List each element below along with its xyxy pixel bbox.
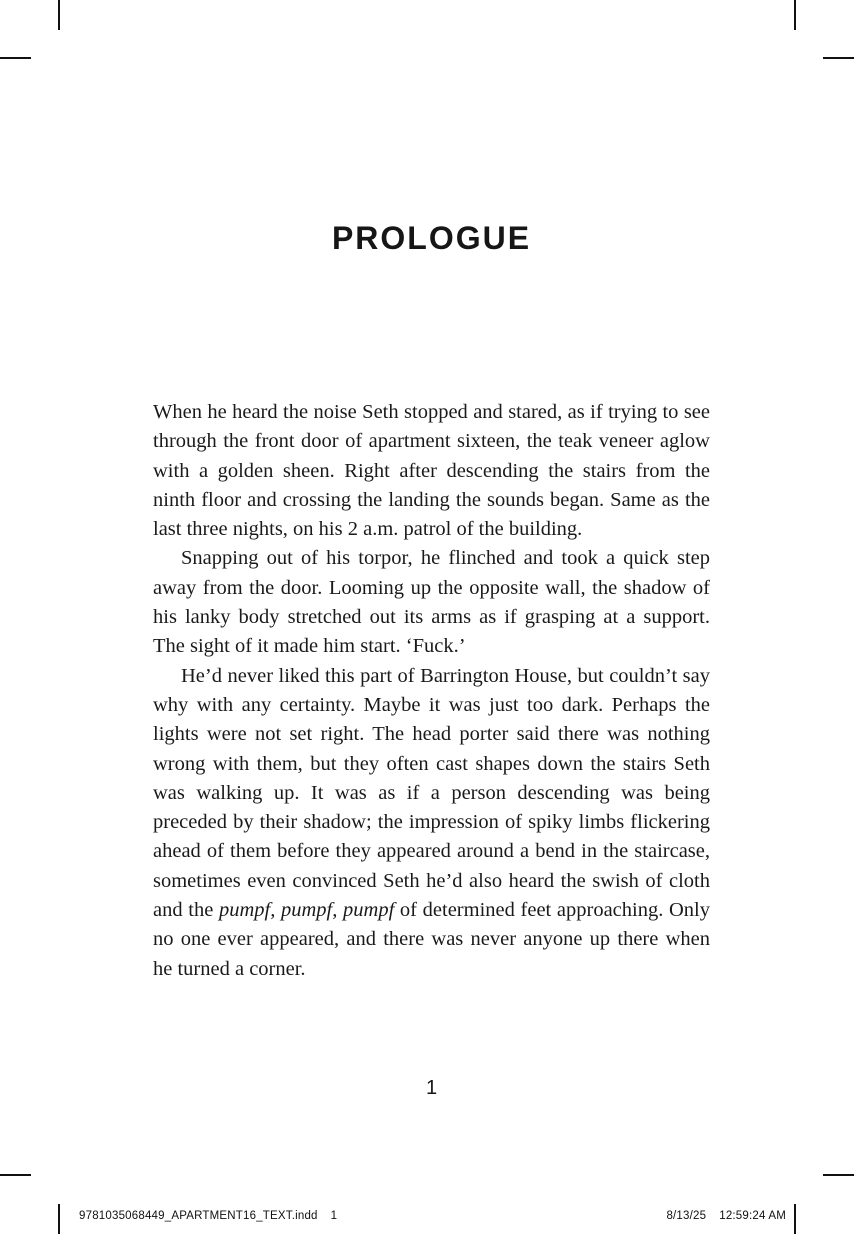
italic-phrase: pumpf, pumpf, pumpf bbox=[218, 899, 395, 922]
slug-time: 12:59:24 AM bbox=[719, 1210, 786, 1222]
text-run: Snapping out of his torpor, he flinched and took a quick step away from the door. Looming up the opposite wall, the shadow of his lanky body stretched out its arms as if grasping at a support. The sight of it made him start. ‘Fuck.’ bbox=[153, 547, 710, 658]
paragraph bbox=[153, 662, 710, 984]
paragraph bbox=[153, 398, 710, 544]
text-run: When he heard the noise Seth stopped and stared, as if trying to see through the front door of apartment sixteen, the teak veneer aglow with a golden sheen. Right after descending the stairs from the ninth floor and crossing the landing the sounds began. Same as the last three nights, on his 2 a.m. patrol of the building. bbox=[153, 401, 710, 541]
paragraph bbox=[153, 544, 710, 661]
crop-mark-top-left-vertical bbox=[58, 0, 60, 30]
chapter-title: PROLOGUE bbox=[331, 220, 532, 256]
page-number: 1 bbox=[425, 1077, 438, 1099]
text-run: of determined feet approaching. Only no one ever appeared, and there was never anyone up there when he turned a corner. bbox=[153, 899, 710, 980]
crop-mark-bottom-right-vertical bbox=[794, 1204, 796, 1234]
crop-mark-top-right-vertical bbox=[794, 0, 796, 30]
crop-mark-bottom-left-horizontal bbox=[0, 1174, 31, 1176]
slug-left bbox=[79, 1210, 337, 1222]
slug-file-name: 9781035068449_APARTMENT16_TEXT.indd bbox=[79, 1210, 318, 1222]
crop-mark-top-left-horizontal bbox=[0, 57, 31, 59]
text-run: He’d never liked this part of Barrington House, but couldn’t say why with any certainty. Maybe it was just too dark. Perhaps the lights were not set right. The head porter said there was nothing wrong with them, but they often cast shapes down the stairs Seth was walking up. It was as if a person descending was being preceded by their shadow; the impression of spiky limbs flickering ahead of them before they appeared around a bend in the staircase, sometimes even convinced Seth he’d also heard the swish of cloth and the bbox=[153, 664, 710, 922]
slug-right bbox=[666, 1210, 786, 1222]
body-text bbox=[153, 398, 710, 984]
slug-date: 8/13/25 bbox=[666, 1210, 707, 1222]
slug-sheet-number: 1 bbox=[330, 1210, 338, 1222]
crop-mark-bottom-right-horizontal bbox=[823, 1174, 854, 1176]
crop-mark-top-right-horizontal bbox=[823, 57, 854, 59]
crop-mark-bottom-left-vertical bbox=[58, 1204, 60, 1234]
